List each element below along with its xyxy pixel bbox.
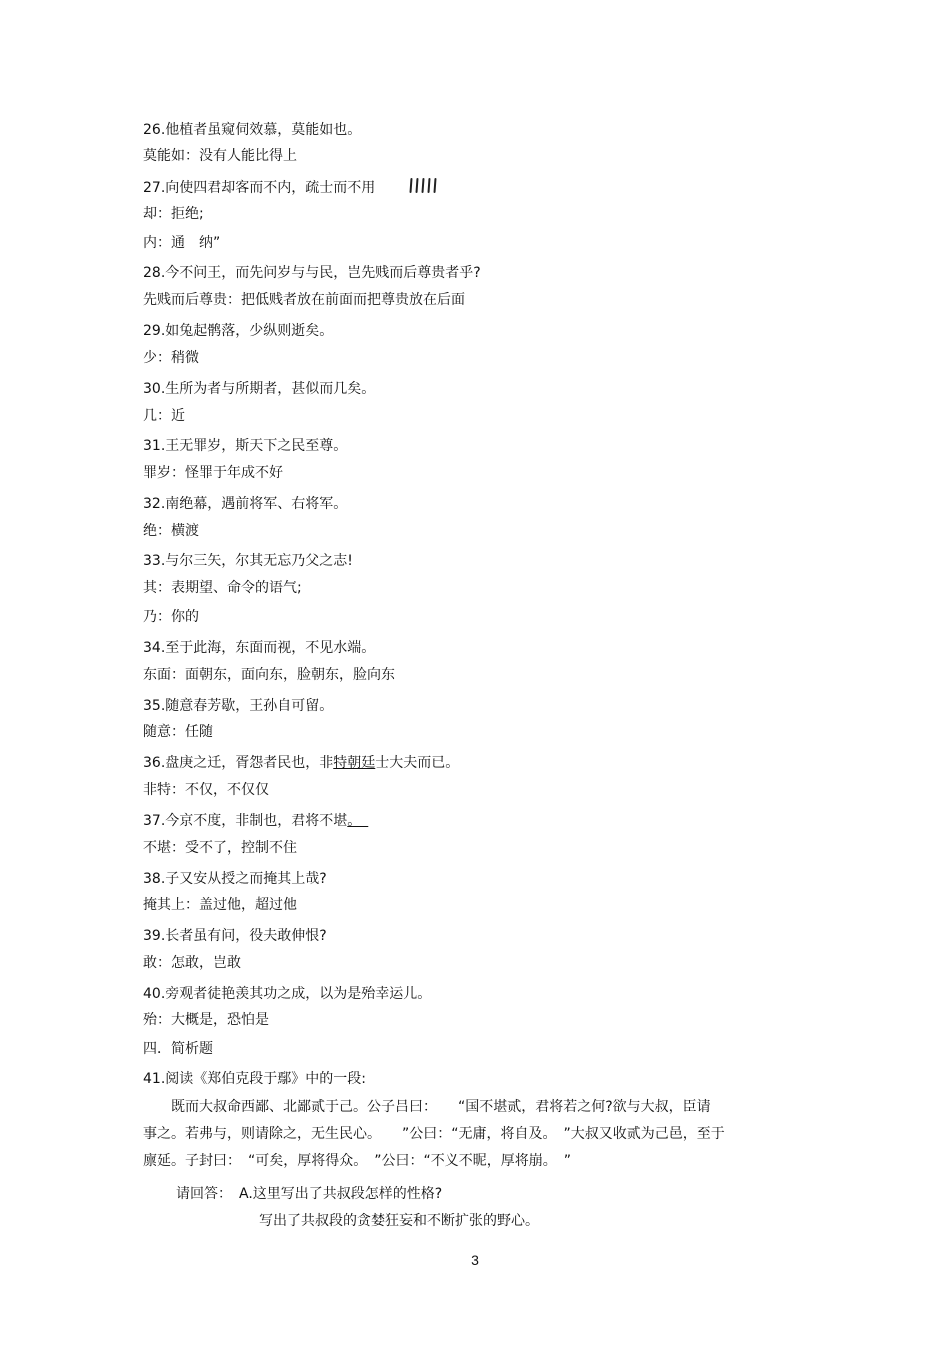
answer-29: 少：稍微 (143, 350, 199, 366)
question-37 (143, 812, 368, 830)
answer-28: 先贱而后尊贵：把低贱者放在前面而把尊贵放在后面 (143, 292, 465, 308)
passage-line-1: 既而大叔命西鄙、北鄙贰于己。公子吕曰： “国不堪贰，君将若之何?欲与大叔，臣请 (143, 1099, 711, 1115)
question-36-post: 士大夫而已。 (375, 755, 460, 771)
answer-31: 罪岁：怪罪于年成不好 (143, 465, 283, 481)
answer-38: 掩其上：盖过他，超过他 (143, 897, 297, 913)
answer-36: 非特：不仅，不仅仅 (143, 782, 269, 798)
question-40: 40.旁观者徒艳羡其功之成，以为是殆幸运儿。 (143, 986, 432, 1002)
question-32: 32.南绝幕，遇前将军、右将军。 (143, 496, 348, 512)
answer-26: 莫能如：没有人能比得上 (143, 148, 297, 164)
answer-39: 敢：怎敢，岂敢 (143, 955, 241, 971)
question-26: 26.他植者虽窥伺效慕，莫能如也。 (143, 122, 362, 138)
question-28: 28.今不问王，而先问岁与与民，岂先贱而后尊贵者乎? (143, 265, 481, 281)
answer-40: 殆：大概是，恐怕是 (143, 1012, 269, 1028)
answer-34: 东面：面朝东，面向东，脸朝东，脸向东 (143, 667, 395, 683)
question-30: 30.生所为者与所期者，甚似而几矣。 (143, 381, 376, 397)
question-29: 29.如兔起鹘落，少纵则逝矣。 (143, 323, 334, 339)
question-27 (143, 178, 440, 198)
answer-33-b: 乃：你的 (143, 609, 199, 625)
passage-line-3: 廪延。子封曰： “可矣，厚将得众。 ”公曰：“不义不昵，厚将崩。 ” (143, 1153, 572, 1169)
page-number: 3 (471, 1252, 479, 1268)
answer-37: 不堪：受不了，控制不住 (143, 840, 297, 856)
question-39: 39.长者虽有问，役夫敢伸恨? (143, 928, 327, 944)
answer-prompt: 请回答： A.这里写出了共叔段怎样的性格? (176, 1186, 443, 1202)
question-36 (143, 754, 459, 772)
answer-27-b: 内：通 纳” (143, 235, 221, 251)
answer-33-a: 其：表期望、命令的语气; (143, 580, 302, 596)
question-38: 38.子又安从授之而掩其上哉? (143, 871, 327, 887)
passage-line-2: 事之。若弗与，则请除之，无生民心。 ”公曰：“无庸，将自及。 ”大叔又收贰为己邑，至于 (143, 1126, 725, 1142)
question-35: 35.随意春芳歇，王孙自可留。 (143, 698, 334, 714)
answer-text: 写出了共叔段的贪婪狂妄和不断扩张的野心。 (259, 1213, 539, 1229)
question-41-title: 41.阅读《郑伯克段于鄢》中的一段: (143, 1071, 366, 1087)
answer-27-a: 却：拒绝; (143, 206, 204, 222)
question-31: 31.王无罪岁，斯天下之民至尊。 (143, 438, 348, 454)
question-34: 34.至于此海，东面而视，不见水端。 (143, 640, 376, 656)
question-36-pre: 36.盘庚之迁，胥怨者民也，非 (143, 755, 334, 771)
answer-35: 随意：任随 (143, 724, 213, 740)
question-33: 33.与尔三矢，尔其无忘乃父之志! (143, 553, 353, 569)
question-27-text: 27.向使四君却客而不内，疏士而不用 (143, 180, 376, 196)
question-37-underlined: 。 (347, 813, 369, 829)
handwritten-marks-icon (410, 178, 440, 198)
answer-30: 几：近 (143, 408, 185, 424)
question-36-underlined: 特朝廷 (333, 755, 376, 771)
section-title: 四．简析题 (143, 1041, 213, 1057)
answer-32: 绝：横渡 (143, 523, 199, 539)
question-37-pre: 37.今京不度，非制也，君将不堪 (143, 813, 348, 829)
